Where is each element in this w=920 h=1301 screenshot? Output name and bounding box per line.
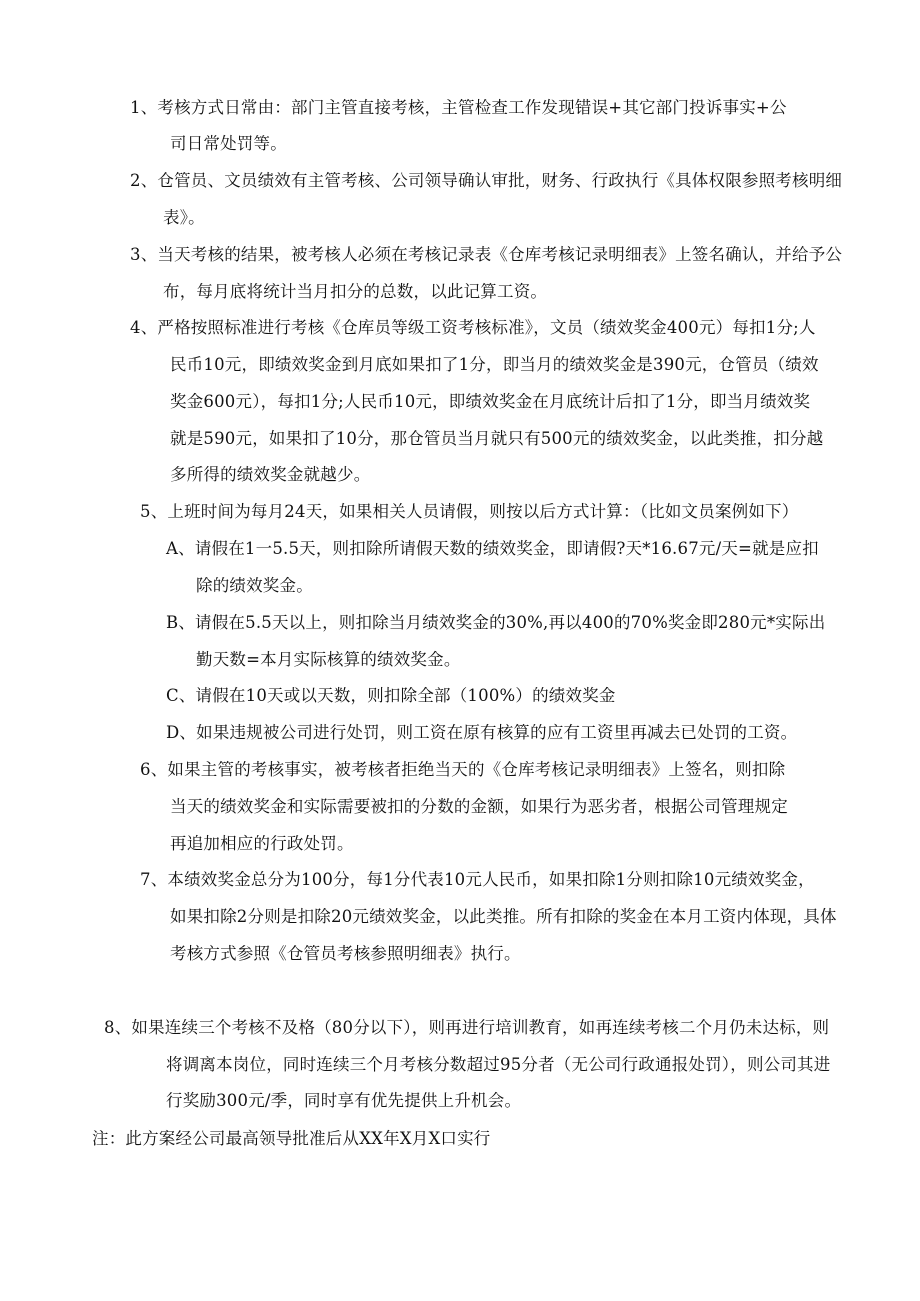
item-5a-line-1: A、请假在1一5.5天，则扣除所请假天数的绩效奖金，即请假?天*16.67元/天=就是应扣 — [166, 539, 819, 558]
item-4-line-1: 4、严格按照标准进行考核《仓库员等级工资考核标准》，文员（绩效奖金400元）每扣1分;人 — [130, 318, 816, 337]
item-2-line-2: 表》。 — [163, 208, 205, 227]
item-4-line-5: 多所得的绩效奖金就越少。 — [170, 465, 371, 484]
item-7-line-2: 如果扣除2分则是扣除20元绩效奖金，以此类推。所有扣除的奖金在本月工资内体现，具体 — [170, 907, 837, 926]
item-3-line-1: 3、当天考核的结果，被考核人必须在考核记录表《仓库考核记录明细表》上签名确认，并给予公 — [130, 245, 843, 264]
item-1-line-1: 1、考核方式日常由：部门主管直接考核，主管检查工作发现错误+其它部门投诉事实+公 — [130, 98, 787, 117]
note-line: 注：此方案经公司最高领导批准后从XX年X月X口实行 — [92, 1129, 491, 1148]
item-7-line-1: 7、本绩效奖金总分为100分，每1分代表10元人民币，如果扣除1分则扣除10元绩效奖金， — [140, 870, 815, 889]
item-4-line-3: 奖金600元），每扣1分;人民币10元，即绩效奖金在月底统计后扣了1分，即当月绩效奖 — [170, 392, 811, 411]
item-3-line-2: 布，每月底将统计当月扣分的总数，以此记算工资。 — [163, 282, 548, 301]
item-5a-line-2: 除的绩效奖金。 — [196, 576, 313, 595]
item-1-line-2: 司日常处罚等。 — [170, 134, 287, 153]
item-5b-line-2: 勤天数=本月实际核算的绩效奖金。 — [196, 650, 461, 669]
item-6-line-1: 6、如果主管的考核事实，被考核者拒绝当天的《仓库考核记录明细表》上签名，则扣除 — [140, 760, 786, 779]
item-6-line-3: 再追加相应的行政处罚。 — [170, 834, 354, 853]
item-7-line-3: 考核方式参照《仓管员考核参照明细表》执行。 — [170, 944, 521, 963]
item-4-line-4: 就是590元，如果扣了10分，那仓管员当月就只有500元的绩效奖金，以此类推，扣分越 — [170, 429, 824, 448]
item-2-line-1: 2、仓管员、文员绩效有主管考核、公司领导确认审批，财务、行政执行《具体权限参照考核明细 — [130, 171, 843, 190]
item-5-line-1: 5、上班时间为每月24天，如果相关人员请假，则按以后方式计算：（比如文员案例如下） — [140, 502, 799, 521]
item-5d-line-1: D、如果违规被公司进行处罚，则工资在原有核算的应有工资里再减去已处罚的工资。 — [166, 723, 798, 742]
item-8-line-1: 8、如果连续三个考核不及格（80分以下），则再进行培训教育，如再连续考核二个月仍未达标，则 — [104, 1018, 830, 1037]
item-8-line-2: 将调离本岗位，同时连续三个月考核分数超过95分者（无公司行政通报处罚），则公司其进 — [166, 1055, 831, 1074]
item-4-line-2: 民币10元，即绩效奖金到月底如果扣了1分，即当月的绩效奖金是390元，仓管员（绩效 — [170, 355, 819, 374]
item-5b-line-1: B、请假在5.5天以上，则扣除当月绩效奖金的30%,再以400的70%奖金即280元*实际出 — [166, 613, 826, 632]
item-6-line-2: 当天的绩效奖金和实际需要被扣的分数的金额，如果行为恶劣者，根据公司管理规定 — [170, 797, 788, 816]
item-5c-line-1: C、请假在10天或以天数，则扣除全部（100%）的绩效奖金 — [166, 686, 616, 705]
item-8-line-3: 行奖励300元/季，同时享有优先提供上升机会。 — [166, 1091, 522, 1110]
